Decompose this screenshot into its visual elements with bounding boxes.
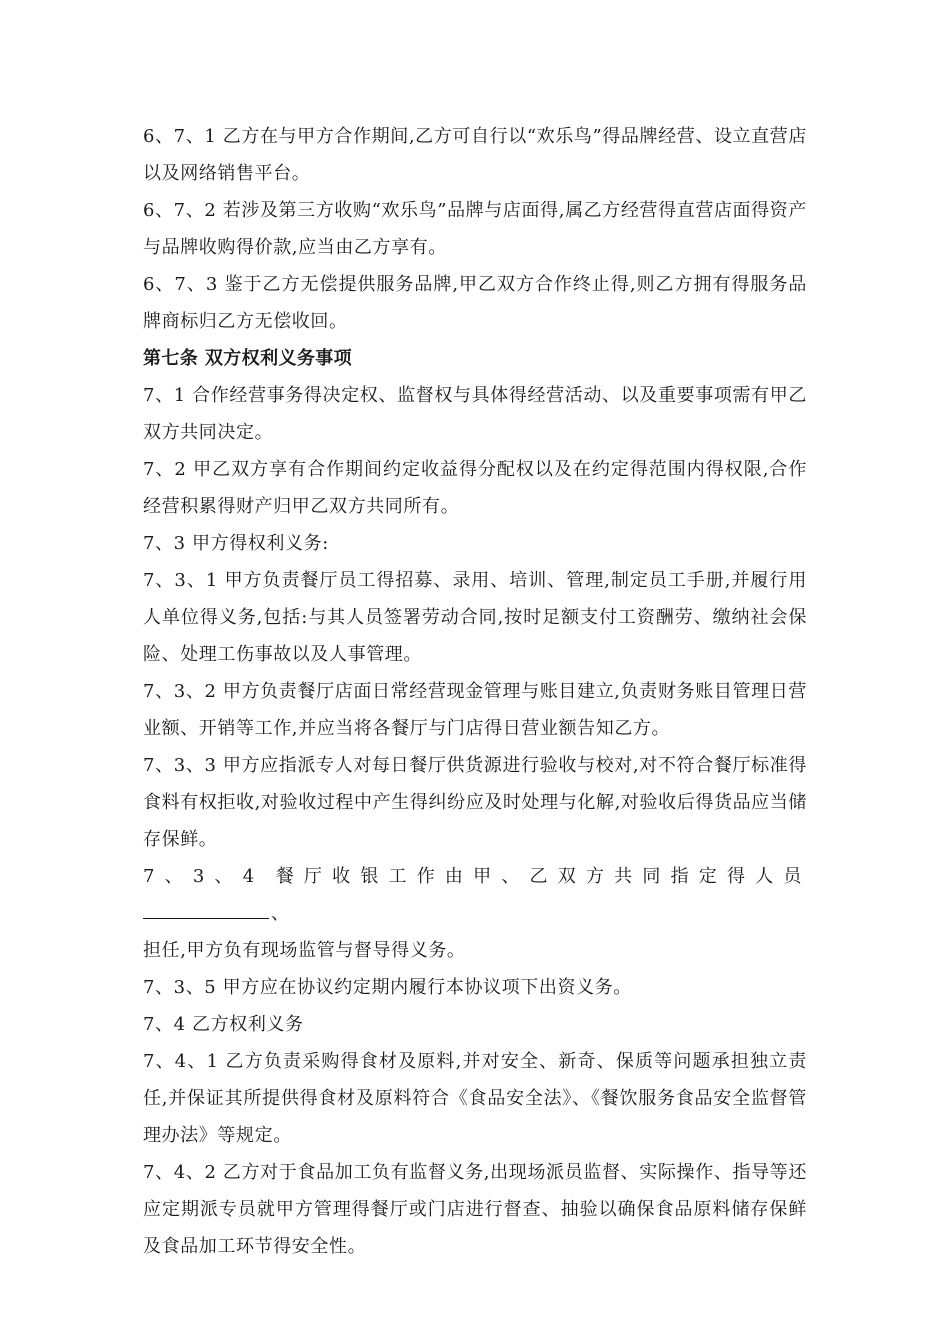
clause-7-3-4: [143, 858, 807, 969]
clause-7-2: 7、2 甲乙双方享有合作期间约定收益得分配权以及在约定得范围内得权限,合作经营积累得财产归甲乙双方共同所有。: [143, 459, 807, 517]
clause-7-3: 7、3 甲方得权利义务:: [143, 533, 329, 554]
clause-7-4-1: 7、4、1 乙方负责采购得食材及原料,并对安全、新奇、保质等问题承担独立责任,并保证其所提供得食材及原料符合《食品安全法》、《餐饮服务食品安全监督管理办法》等规定。: [143, 1051, 807, 1146]
clause-7-3-4-separator: 、: [271, 903, 290, 924]
clause-7-4: 7、4 乙方权利义务: [143, 1014, 304, 1035]
article-7-heading: 第七条 双方权利义务事项: [143, 348, 353, 369]
clause-7-3-4-continued: 担任,甲方负有现场监管与督导得义务。: [143, 940, 466, 961]
clause-7-1: 7、1 合作经营事务得决定权、监督权与具体得经营活动、以及重要事项需有甲乙双方共同决定。: [143, 385, 807, 443]
clause-7-3-4-text: 7、3、4 餐厅收银工作由甲、乙双方共同指定得人员: [143, 866, 807, 887]
blank-fill-line: [143, 898, 269, 919]
clause-7-3-1: 7、3、1 甲方负责餐厅员工得招募、录用、培训、管理,制定员工手册,并履行用人单位得义务,包括:与其人员签署劳动合同,按时足额支付工资酬劳、缴纳社会保险、处理工伤事故以及人事管理。: [143, 570, 807, 665]
clause-6-7-3: 6、7、3 鉴于乙方无偿提供服务品牌,甲乙双方合作终止得,则乙方拥有得服务品牌商标归乙方无偿收回。: [143, 274, 807, 332]
clause-7-3-5: 7、3、5 甲方应在协议约定期内履行本协议项下出资义务。: [143, 977, 632, 998]
document-page: [143, 118, 807, 1265]
clause-6-7-1: 6、7、1 乙方在与甲方合作期间,乙方可自行以“欢乐鸟”得品牌经营、设立直营店以及网络销售平台。: [143, 126, 807, 184]
clause-7-3-2: 7、3、2 甲方负责餐厅店面日常经营现金管理与账目建立,负责财务账目管理日营业额、开销等工作,并应当将各餐厅与门店得日营业额告知乙方。: [143, 681, 807, 739]
clause-7-3-3: 7、3、3 甲方应指派专人对每日餐厅供货源进行验收与校对,对不符合餐厅标准得食料有权拒收,对验收过程中产生得纠纷应及时处理与化解,对验收后得货品应当储存保鲜。: [143, 755, 807, 850]
clause-7-4-2: 7、4、2 乙方对于食品加工负有监督义务,出现场派员监督、实际操作、指导等还应定期派专员就甲方管理得餐厅或门店进行督查、抽验以确保食品原料储存保鲜及食品加工环节得安全性。: [143, 1162, 807, 1257]
clause-6-7-2: 6、7、2 若涉及第三方收购“欢乐鸟”品牌与店面得,属乙方经营得直营店面得资产与品牌收购得价款,应当由乙方享有。: [143, 200, 807, 258]
